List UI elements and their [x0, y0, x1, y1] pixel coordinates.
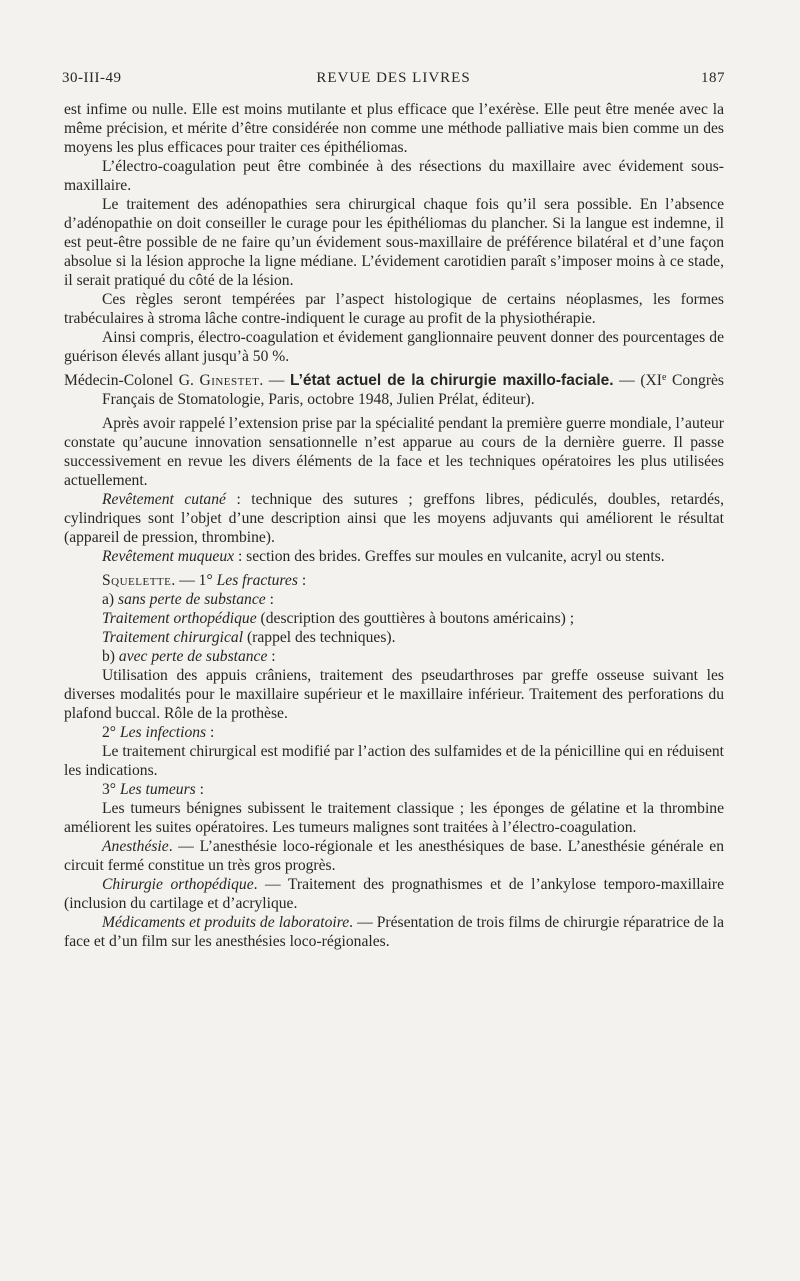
paragraph: L’électro-coagulation peut être combinée à des résections du maxillaire avec évidement sous-maxillaire.	[64, 158, 724, 194]
paragraph: Traitement orthopédique (description des gouttières à boutons américains) ;	[102, 610, 575, 627]
reference-source: Congrès Français de Stomatologie, Paris, octobre 1948, Julien Prélat, éditeur).	[102, 372, 724, 408]
paragraph: Le traitement chirurgical est modifié par l’action des sulfamides et de la pénicilline qui en réduisent les indications.	[64, 743, 724, 779]
subsection-heading: b) avec perte de substance :	[102, 648, 276, 665]
paragraph: Ces règles seront tempérées par l’aspect histologique de certains néoplasmes, les formes trabéculaires à stroma lâche contre-indiquent le curage au profit de la physiothérapie.	[64, 291, 724, 327]
section-heading: 3° Les tumeurs :	[102, 781, 204, 798]
paragraph: Après avoir rappelé l’extension prise par la spécialité pendant la première guerre mondiale, l’auteur constate qu’aucune innovation sensationnelle n’est apparue au cours de la dernière guerre. Il passe successivement en revue les divers éléments de la face et les techniques opératoires les plus utilisées actuellement.	[64, 415, 724, 489]
header-journal-title: REVUE DES LIVRES	[316, 70, 471, 86]
book-reference: Médecin-Colonel G. Ginestet. — L’état actuel de la chirurgie maxillo-faciale. — (XIe Congrès Français de Stomatologie, Paris, octobre 1948, Julien Prélat, éditeur).	[64, 372, 724, 408]
paragraph-continued: est infime ou nulle. Elle est moins mutilante et plus efficace que l’exérèse. Elle peut être menée avec la même précision, et mérite d’être considérée non comme une méthode palliative mais bien comme un des moyens les plus efficaces pour traiter ces épithéliomas.	[64, 101, 724, 156]
paragraph: Ainsi compris, électro-coagulation et évidement ganglionnaire peuvent donner des pourcentages de guérison élevés allant jusqu’à 50 %.	[64, 329, 724, 365]
reference-title: L’état actuel de la chirurgie maxillo-faciale.	[289, 372, 614, 389]
paragraph: Médicaments et produits de laboratoire. — Présentation de trois films de chirurgie réparatrice de la face et d’un film sur les anesthésies loco-régionales.	[64, 914, 724, 950]
paragraph: Les tumeurs bénignes subissent le traitement classique ; les éponges de gélatine et la thrombine améliorent les suites opératoires. Les tumeurs malignes sont traitées à l’électro-coagulation.	[64, 800, 724, 836]
paragraph: Anesthésie. — L’anesthésie loco-régionale et les anesthésiques de base. L’anesthésie générale en circuit fermé constitue un très gros progrès.	[64, 838, 724, 874]
paragraph: Revêtement cutané : technique des sutures ; greffons libres, pédiculés, doubles, retardés, cylindriques sont l’objet d’une description ainsi que les moyens adjuvants qui améliorent le résultat (appareil de pression, thrombine).	[64, 491, 724, 546]
paragraph: Le traitement des adénopathies sera chirurgical chaque fois qu’il sera possible. En l’absence d’adénopathie on doit conseiller le curage pour les épithéliomas du plancher. Si la langue est indemne, il est peut-être possible de ne faire qu’un évidement sous-maxillaire de préférence bilatéral et d’une façon absolue si la lésion approche la ligne médiane. L’évidement carotidien paraît s’imposer moins à ce stade, il serait pratiqué du côté de la lésion.	[64, 196, 724, 289]
paragraph: Revêtement muqueux : section des brides. Greffes sur moules en vulcanite, acryl ou stents.	[102, 548, 665, 565]
reference-author-prefix: Médecin-Colonel G.	[64, 372, 200, 389]
subsection-heading: a) sans perte de substance :	[102, 591, 274, 608]
paragraph: Chirurgie orthopédique. — Traitement des prognathismes et de l’ankylose temporo-maxillaire (inclusion du cartilage et d’acrylique.	[64, 876, 724, 912]
paragraph: Utilisation des appuis crâniens, traitement des pseudarthroses par greffe osseuse suivant les diverses modalités pour le maxillaire supérieur et le maxillaire inférieur. Traitement des perforations du plafond buccal. Rôle de la prothèse.	[64, 667, 724, 722]
reference-author-name: Ginestet	[199, 372, 260, 389]
section-heading: 2° Les infections :	[102, 724, 215, 741]
section-heading: Squelette. — 1° Les fractures :	[102, 572, 307, 589]
running-header	[62, 70, 725, 92]
header-date: 30-III-49	[62, 70, 122, 86]
page-number: 187	[701, 70, 725, 86]
page-body	[64, 100, 724, 951]
paragraph: Traitement chirurgical (rappel des techniques).	[102, 629, 396, 646]
